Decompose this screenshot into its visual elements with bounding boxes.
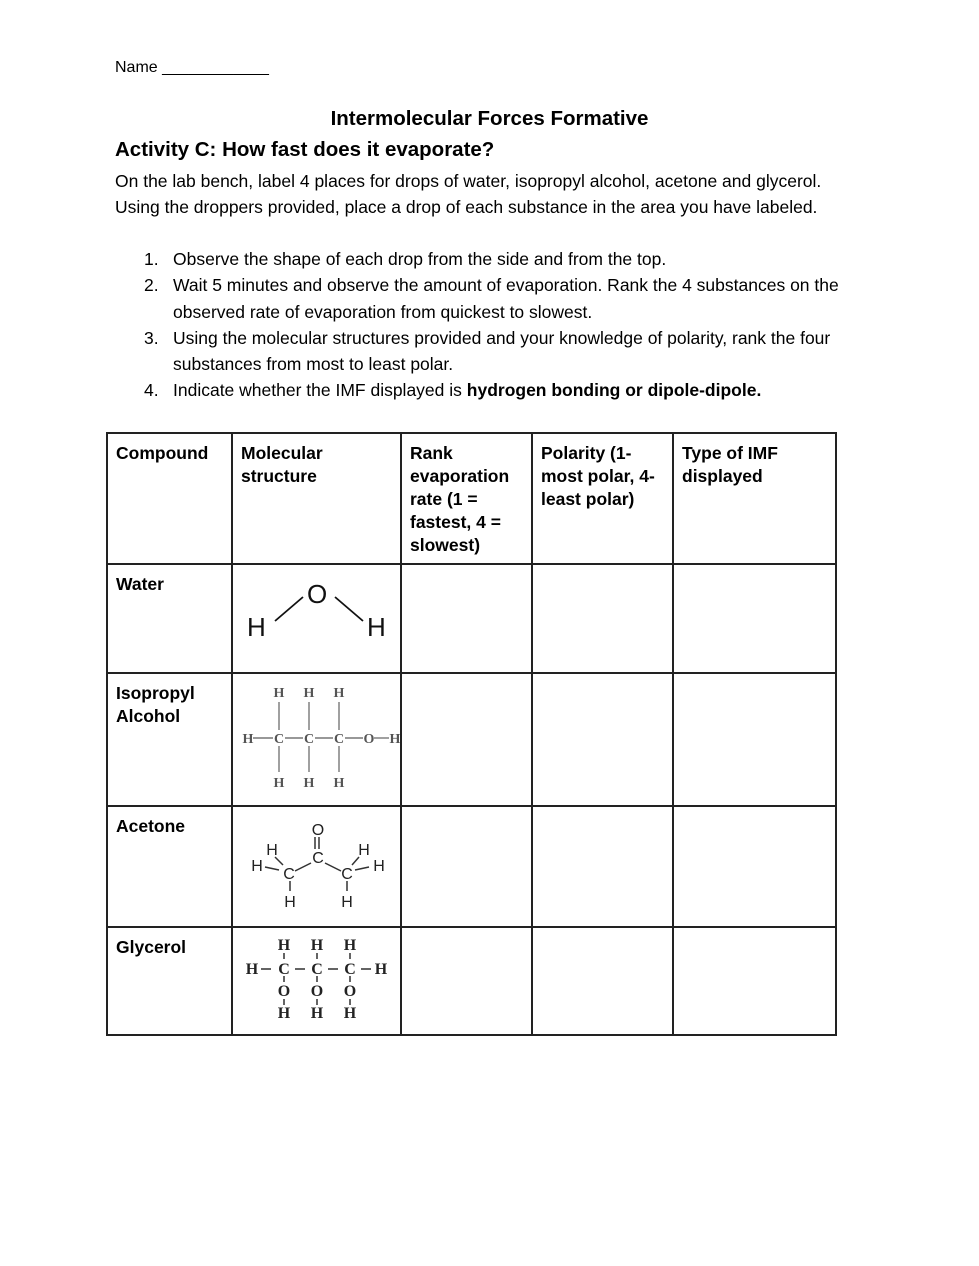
atom-o: O	[311, 822, 325, 839]
step-number: 3.	[144, 327, 159, 348]
atom-c: C	[311, 961, 323, 978]
atom-h: H	[367, 612, 386, 642]
atom-o: O	[343, 983, 357, 1000]
atom-h: H	[373, 858, 385, 875]
name-field-label: Name ____________	[115, 59, 269, 76]
atom-o: O	[310, 983, 324, 1000]
step-number: 2.	[144, 275, 159, 296]
atom-c: C	[283, 866, 295, 883]
atom-h: H	[277, 1005, 291, 1022]
atom-c: C	[341, 866, 353, 883]
structure-cell	[232, 673, 401, 806]
compound-cell: Isopropyl Alcohol	[107, 673, 232, 806]
structure-cell	[232, 927, 401, 1035]
atom-o: O	[307, 579, 328, 609]
table-row	[107, 927, 836, 1035]
atom-h: H	[273, 776, 285, 791]
atom-h: H	[303, 686, 315, 701]
table-header-row	[107, 433, 836, 564]
atom-h: H	[358, 842, 370, 859]
atom-c: C	[278, 961, 290, 978]
atom-h: H	[310, 937, 324, 954]
table-row	[107, 564, 836, 673]
atom-h: H	[251, 858, 263, 875]
compound-cell: Water	[107, 564, 232, 673]
atom-h: H	[343, 1005, 357, 1022]
atom-c: C	[333, 732, 345, 747]
atom-c: C	[312, 850, 324, 867]
atom-h: H	[310, 1005, 324, 1022]
step-number: 1.	[144, 249, 159, 269]
imf-table	[106, 432, 837, 1036]
step-text: Using the molecular structures provided and your knowledge of polarity, rank the four substances from most to least polar.	[173, 327, 831, 375]
rank-input-cell[interactable]	[401, 564, 532, 673]
atom-h: H	[374, 961, 388, 978]
atom-h: H	[389, 732, 400, 747]
polarity-input-cell[interactable]	[532, 927, 673, 1035]
structure-cell	[232, 806, 401, 927]
rank-input-cell[interactable]	[401, 806, 532, 927]
atom-o: O	[363, 732, 375, 747]
header-structure: Molecular structure	[232, 433, 401, 564]
header-polarity: Polarity (1-most polar, 4-least polar)	[532, 433, 673, 564]
header-rank: Rank evaporation rate (1 = fastest, 4 = slowest)	[401, 433, 532, 564]
atom-h: H	[341, 894, 353, 911]
atom-h: H	[266, 842, 278, 859]
isopropyl-structure-diagram	[233, 674, 400, 805]
polarity-input-cell[interactable]	[532, 806, 673, 927]
imf-input-cell[interactable]	[673, 673, 836, 806]
compound-cell: Acetone	[107, 806, 232, 927]
atom-h: H	[333, 686, 345, 701]
structure-cell	[232, 564, 401, 673]
rank-input-cell[interactable]	[401, 673, 532, 806]
instruction-step-1	[115, 246, 865, 272]
intro-paragraph: On the lab bench, label 4 places for drops of water, isopropyl alcohol, acetone and glycerol. Using the droppers provided, place a drop of each substance in the area you have labeled.	[115, 171, 822, 218]
atom-c: C	[303, 732, 315, 747]
atom-h: H	[343, 937, 357, 954]
instruction-step-4	[115, 377, 865, 403]
step-number: 4.	[144, 380, 159, 401]
table-row	[107, 806, 836, 927]
activity-heading: Activity C: How fast does it evaporate?	[115, 138, 495, 161]
imf-input-cell[interactable]	[673, 927, 836, 1035]
document-title: Intermolecular Forces Formative	[330, 107, 649, 130]
atom-h: H	[242, 732, 254, 747]
water-structure-diagram	[233, 565, 400, 672]
glycerol-structure-diagram	[233, 928, 400, 1034]
atom-h: H	[284, 894, 296, 911]
step-text: Indicate whether the IMF displayed is	[173, 380, 467, 401]
atom-c: C	[344, 961, 356, 978]
atom-h: H	[303, 776, 315, 791]
instruction-step-3	[115, 325, 865, 378]
atom-h: H	[333, 776, 345, 791]
instruction-list	[115, 246, 865, 404]
acetone-structure-diagram	[233, 807, 400, 926]
header-imf: Type of IMF displayed	[673, 433, 836, 564]
polarity-input-cell[interactable]	[532, 673, 673, 806]
rank-input-cell[interactable]	[401, 927, 532, 1035]
table-row	[107, 673, 836, 806]
step-text: Wait 5 minutes and observe the amount of evaporation. Rank the 4 substances on the observed rate of evaporation from quickest to slowest.	[173, 275, 839, 322]
header-compound: Compound	[107, 433, 232, 564]
step-text: Observe the shape of each drop from the side and from the top.	[173, 249, 667, 269]
imf-input-cell[interactable]	[673, 806, 836, 927]
atom-h: H	[277, 937, 291, 954]
compound-cell: Glycerol	[107, 927, 232, 1035]
step-bold-text: hydrogen bonding or dipole-dipole.	[466, 380, 762, 401]
atom-o: O	[277, 983, 291, 1000]
instruction-step-2	[115, 272, 865, 325]
atom-c: C	[273, 732, 285, 747]
atom-h: H	[247, 612, 266, 642]
atom-h: H	[273, 686, 285, 701]
atom-h: H	[245, 961, 259, 978]
polarity-input-cell[interactable]	[532, 564, 673, 673]
imf-input-cell[interactable]	[673, 564, 836, 673]
